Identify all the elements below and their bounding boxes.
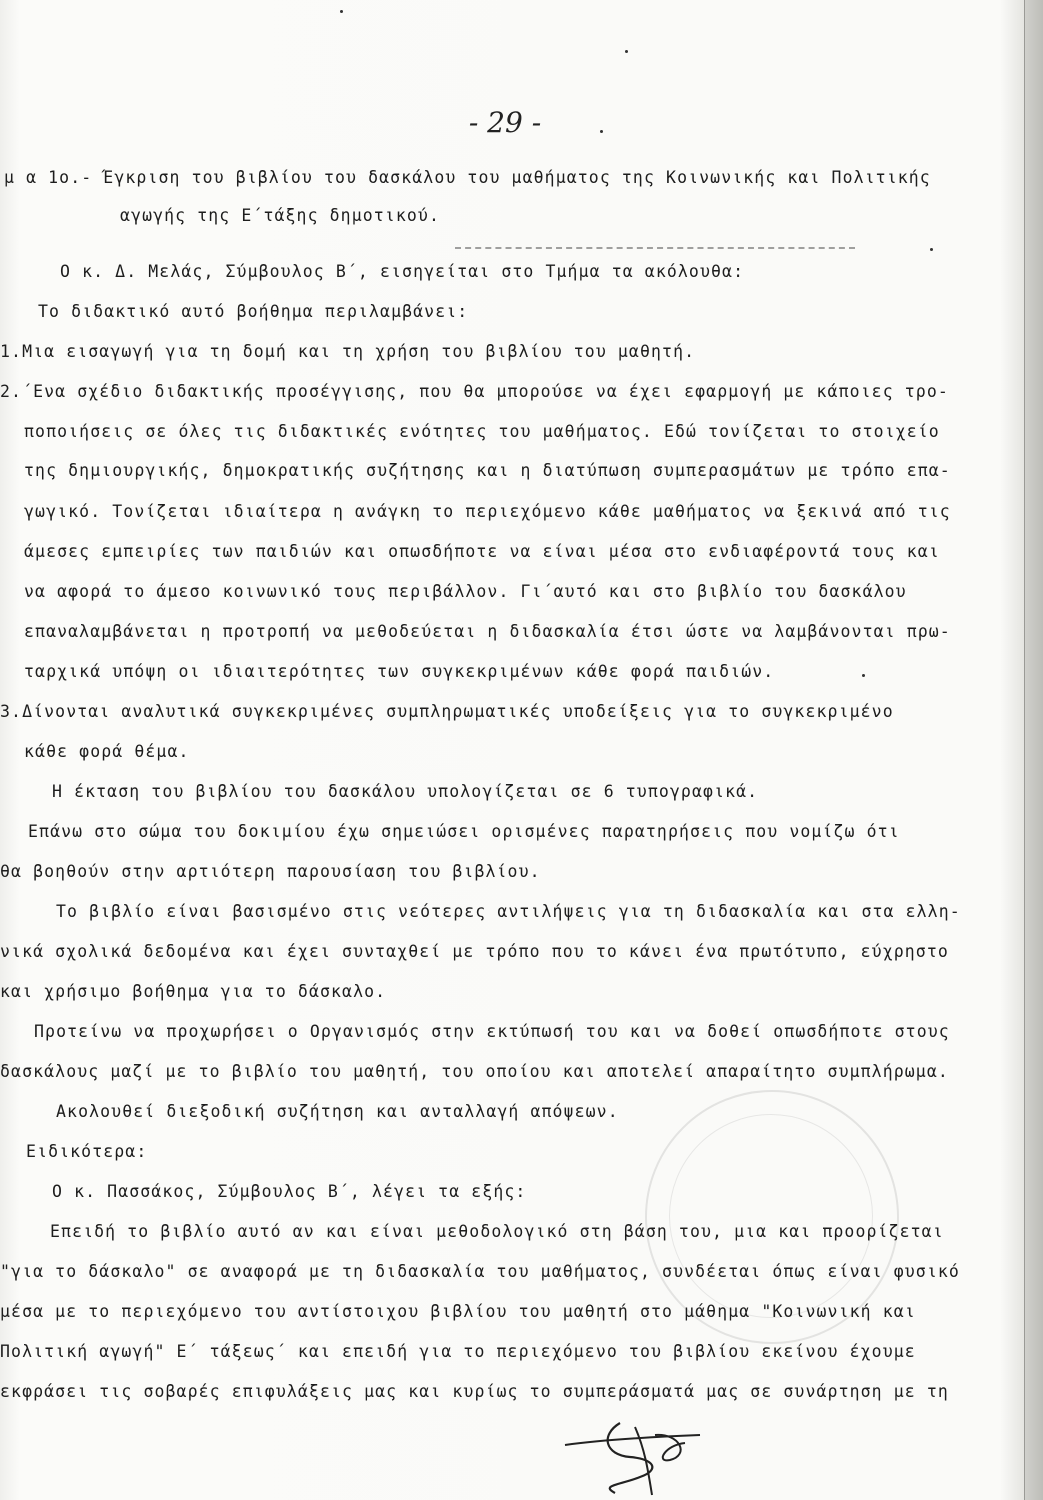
ink-speck bbox=[625, 50, 628, 53]
divider-line bbox=[455, 247, 855, 250]
ink-speck bbox=[600, 130, 603, 133]
text-line: Επειδή το βιβλίο αυτό αν και είναι μεθοδολογικό στη βάση του, μια και προορίζεται bbox=[50, 1222, 944, 1241]
text-line: Προτείνω να προχωρήσει ο Οργανισμός στην εκτύπωσή του και να δοθεί οπωσδήποτε στους bbox=[34, 1022, 950, 1041]
handwritten-signature bbox=[560, 1415, 730, 1500]
text-line: αγωγής της Ε΄τάξης δημοτικού. bbox=[120, 206, 440, 225]
ink-speck bbox=[340, 10, 343, 13]
text-line: Ειδικότερα: bbox=[26, 1142, 148, 1161]
text-line: Ο κ. Δ. Μελάς, Σύμβουλος Β΄, εισηγείται στο Τμήμα τα ακόλουθα: bbox=[60, 262, 745, 281]
text-line: άμεσες εμπειρίες των παιδιών και οπωσδήποτε να είναι μέσα στο ενδιαφέροντά τους και bbox=[24, 542, 940, 561]
text-line: Επάνω στο σώμα του δοκιμίου έχω σημειώσει ορισμένες παρατηρήσεις που νομίζω ότι bbox=[28, 822, 900, 841]
text-line: 1.Μια εισαγωγή για τη δομή και τη χρήση του βιβλίου του μαθητή. bbox=[0, 342, 696, 361]
text-line: της δημιουργικής, δημοκρατικής συζήτησης και η διατύπωση συμπερασμάτων με τρόπο επα- bbox=[24, 461, 951, 480]
text-line: Πολιτική αγωγή" Ε΄ τάξεως΄ και επειδή για το περιεχόμενο του βιβλίου εκείνου έχουμε bbox=[0, 1342, 916, 1361]
text-line: θα βοηθούν στην αρτιότερη παρουσίαση του βιβλίου. bbox=[0, 862, 541, 881]
text-line: δασκάλους μαζί με το βιβλίο του μαθητή, του οποίου και αποτελεί απαραίτητο συμπλήρωμα. bbox=[0, 1062, 949, 1081]
ink-speck bbox=[930, 248, 933, 251]
page-binding-edge bbox=[1024, 0, 1043, 1500]
text-line: γωγικό. Τονίζεται ιδιαίτερα η ανάγκη το περιεχόμενο κάθε μαθήματος να ξεκινά από τις bbox=[24, 502, 951, 521]
text-line: 3.Δίνονται αναλυτικά συγκεκριμένες συμπληρωματικές υποδείξεις για το συγκεκριμένο bbox=[0, 702, 894, 721]
text-line: εκφράσει τις σοβαρές επιφυλάξεις μας και κυρίως το συμπεράσματά μας σε συνάρτηση με τη bbox=[0, 1382, 949, 1401]
text-line: κάθε φορά θέμα. bbox=[24, 742, 190, 761]
text-line: Το βιβλίο είναι βασισμένο στις νεότερες αντιλήψεις για τη διδασκαλία και στα ελλη- bbox=[56, 902, 961, 921]
page-number: - 29 - bbox=[468, 106, 542, 139]
text-line: μέσα με το περιεχόμενο του αντίστοιχου βιβλίου του μαθητή στο μάθημα "Κοινωνική και bbox=[0, 1302, 916, 1321]
text-line: Ο κ. Πασσάκος, Σύμβουλος Β΄, λέγει τα εξής: bbox=[52, 1182, 527, 1201]
text-line: ταρχικά υπόψη οι ιδιαιτερότητες των συγκεκριμένων κάθε φορά παιδιών. bbox=[24, 662, 775, 681]
text-line: να αφορά το άμεσο κοινωνικό τους περιβάλλον. Γι΄αυτό και στο βιβλίο του δασκάλου bbox=[24, 582, 907, 601]
text-line: "για το δάσκαλο" σε αναφορά με τη διδασκαλία του μαθήματος, συνδέεται όπως είναι φυσικό bbox=[0, 1262, 960, 1281]
text-line: 2.΄Ενα σχέδιο διδακτικής προσέγγισης, που θα μπορούσε να έχει εφαρμογή με κάποιες τρο- bbox=[0, 382, 949, 401]
text-line: επαναλαμβάνεται η προτροπή να μεθοδεύεται η διδασκαλία έτσι ώστε να λαμβάνονται πρω- bbox=[24, 622, 951, 641]
text-line: Ακολουθεί διεξοδική συζήτηση και ανταλλαγή απόψεων. bbox=[56, 1102, 619, 1121]
text-line: ποποιήσεις σε όλες τις διδακτικές ενότητες του μαθήματος. Εδώ τονίζεται το στοιχείο bbox=[24, 422, 940, 441]
text-line: Το διδακτικό αυτό βοήθημα περιλαμβάνει: bbox=[38, 302, 469, 321]
text-line: Η έκταση του βιβλίου του δασκάλου υπολογίζεται σε 6 τυπογραφικά. bbox=[52, 782, 759, 801]
text-line: νικά σχολικά δεδομένα και έχει συνταχθεί με τρόπο που το κάνει ένα πρωτότυπο, εύχρηστο bbox=[0, 942, 949, 961]
text-line: μ α 1ο.- Έγκριση του βιβλίου του δασκάλου του μαθήματος της Κοινωνικής και Πολιτικής bbox=[4, 168, 931, 187]
text-line: και χρήσιμο βοήθημα για το δάσκαλο. bbox=[0, 982, 387, 1001]
ink-speck bbox=[862, 674, 865, 677]
